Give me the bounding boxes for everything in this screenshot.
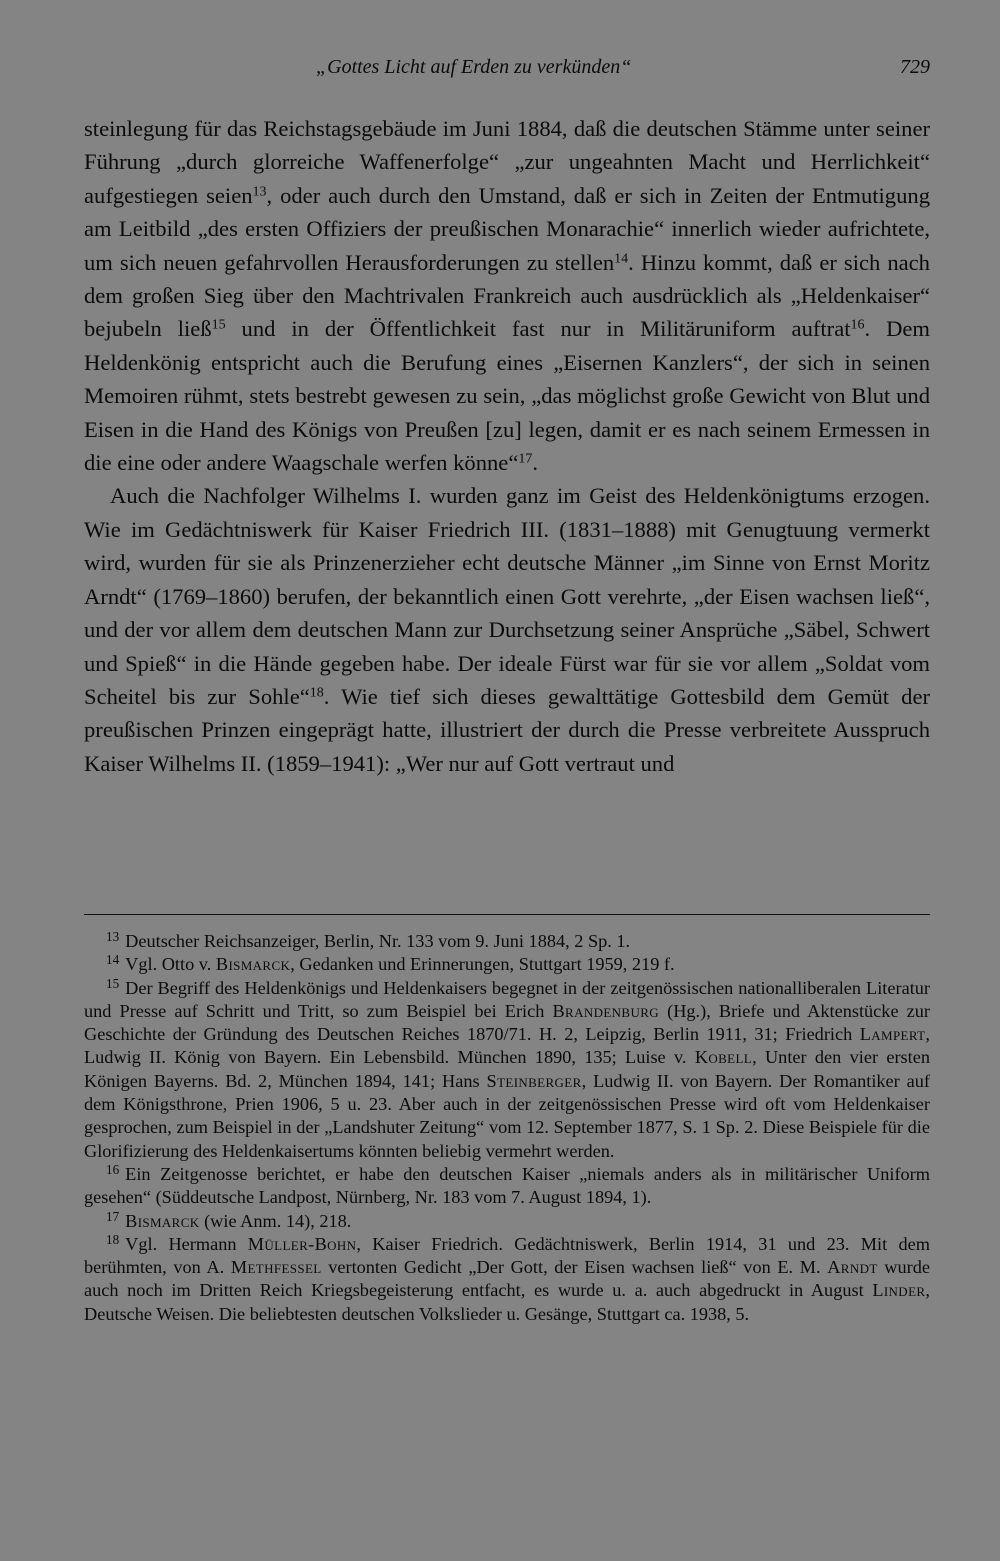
author-name: Kobell — [694, 1047, 753, 1068]
footnote-text: , Gedanken und Erinnerungen, Stuttgart 1959, 219 f. — [290, 954, 675, 975]
footnote-number: 14 — [106, 952, 120, 968]
footnote-text: , Ludwig II. von Bayern. Der Romantiker auf dem Königsthrone, Prien 1906, 5 u. 23. Aber auch in der zeitgenössischen Presse wird oft vom Heldenkaiser gesprochen, zum Beispiel in der „Landshuter Zeitung“ vom 12. September 1877, S. 1 Sp. 2. Diese Beispiele für die Glorifizierung des Heldenkaisertums könnten beliebig vermehrt werden. — [84, 1070, 930, 1161]
page-number: 729 — [900, 56, 930, 78]
footnote-text: , Kaiser Friedrich. Gedächtniswerk, Berlin 1914, 31 und 23. Mit dem berühmten, von A. — [84, 1233, 930, 1278]
footnote-number: 18 — [106, 1231, 120, 1247]
footnote-text: vertonten Gedicht „Der Gott, der Eisen wachsen ließ“ von E. M. — [321, 1257, 828, 1278]
text-run: . Dem Heldenkönig entspricht auch die Berufung eines „Eisernen Kanzlers“, der sich in seinen Memoiren rühmt, stets bestrebt gewesen zu sein, „das möglichst große Gewicht von Blut und Eisen in die Hand des Königs von Preußen [zu] legen, damit er es nach seinem Ermessen in die eine oder andere Waagschale werfen könne“ — [84, 316, 931, 476]
footnote-ref-15[interactable]: 15 — [211, 317, 226, 333]
footnote-ref-13[interactable]: 13 — [252, 184, 267, 200]
footnote-number: 17 — [106, 1208, 120, 1224]
footnote-18 — [84, 1233, 930, 1326]
footnotes — [84, 930, 930, 1326]
footnote-ref-18[interactable]: 18 — [309, 685, 324, 701]
footnote-13 — [84, 930, 930, 953]
footnote-text: (wie Anm. 14), 218. — [199, 1210, 352, 1231]
footnote-text: Vgl. Hermann — [125, 1233, 248, 1254]
author-name: Steinberger — [486, 1070, 582, 1091]
footnote-ref-16[interactable]: 16 — [850, 317, 865, 333]
footnote-16 — [84, 1163, 930, 1210]
footnote-15 — [84, 977, 930, 1163]
footnote-text: , Unter den vier ersten Königen Bayerns. Bd. 2, München 1894, 141; Hans — [84, 1047, 930, 1091]
text-run: . Wie tief sich dieses gewalttätige Gottesbild dem Gemüt der preußischen Prinzen eingeprägt hatte, illustriert der durch die Presse verbreitete Ausspruch Kaiser Wilhelms II. (1859–1941): „Wer nur auf Gott vertraut und — [84, 683, 930, 776]
footnote-ref-17[interactable]: 17 — [518, 451, 533, 467]
text-run: . — [532, 450, 539, 476]
footnote-14 — [84, 953, 930, 976]
footnote-number: 13 — [106, 929, 120, 945]
main-text — [84, 112, 930, 780]
page-header — [84, 52, 930, 86]
text-run: . Hinzu kommt, daß er sich nach dem großen Sieg über den Machtrivalen Frankreich auch ausdrücklich als „Heldenkaiser“ bejubeln ließ — [84, 249, 930, 342]
author-name: Lampert — [859, 1024, 926, 1045]
author-name: Linder — [872, 1280, 926, 1301]
footnote-text: wurde auch noch im Dritten Reich Kriegsbegeisterung entfacht, es wurde u. a. auch abgedruckt in August — [84, 1257, 930, 1301]
footnote-number: 16 — [106, 1162, 120, 1178]
author-name: Brandenburg — [552, 1000, 659, 1021]
footnote-text: Vgl. Otto v. — [125, 954, 216, 975]
author-name: Bismarck — [215, 954, 291, 975]
text-run: Auch die Nachfolger Wilhelms I. wurden ganz im Geist des Heldenkönigtums erzogen. Wie im Gedächtniswerk für Kaiser Friedrich III. (1831–1888) mit Genugtuung vermerkt wird, wurden für sie als Prinzenerzieher echt deutsche Männer „im Sinne von Ernst Moritz Arndt“ (1769–1860) berufen, der bekanntlich einen Gott verehrte, „der Eisen wachsen ließ“, und der vor allem dem deutschen Mann zur Durchsetzung seiner Ansprüche „Säbel, Schwert und Spieß“ in die Hände gegeben habe. Der ideale Fürst war für sie vor allem „Soldat vom Scheitel bis zur Sohle“ — [84, 483, 930, 709]
footnote-text: Deutscher Reichsanzeiger, Berlin, Nr. 133 vom 9. Juni 1884, 2 Sp. 1. — [125, 931, 631, 951]
footnote-text: , Ludwig II. König von Bayern. Ein Lebensbild. München 1890, 135; Luise v. — [84, 1024, 930, 1068]
text-run: , oder auch durch den Umstand, daß er sich in Zeiten der Entmutigung am Leitbild „des ersten Offiziers der preußischen Monarachie“ innerlich wieder aufrichtete, um sich neuen gefahrvollen Herausforderungen zu stellen — [84, 182, 930, 275]
footnote-text: , Deutsche Weisen. Die beliebtesten deutschen Volkslieder u. Gesänge, Stuttgart ca. 1938, 5. — [84, 1280, 930, 1324]
running-title: „Gottes Licht auf Erden zu verkünden“ — [316, 56, 632, 78]
paragraph-2 — [84, 479, 930, 780]
author-name: Müller-Bohn — [247, 1233, 357, 1254]
footnote-divider — [84, 914, 930, 915]
footnote-text: Ein Zeitgenosse berichtet, er habe den deutschen Kaiser „niemals anders als in militärischer Uniform gesehen“ (Süddeutsche Landpost, Nürnberg, Nr. 183 vom 7. August 1894, 1). — [84, 1163, 930, 1208]
author-name: Methfessel — [230, 1257, 322, 1278]
author-name: Arndt — [827, 1257, 878, 1278]
footnote-17 — [84, 1210, 930, 1233]
text-run: und in der Öffentlichkeit fast nur in Militäruniform auftrat — [225, 316, 851, 342]
text-run: steinlegung für das Reichstagsgebäude im Juni 1884, daß die deutschen Stämme unter seiner Führung „durch glorreiche Waffenerfolge“ „zur ungeahnten Macht und Herrlichkeit“ aufgestiegen seien — [84, 116, 930, 208]
footnote-number: 15 — [106, 975, 120, 991]
footnote-ref-14[interactable]: 14 — [614, 250, 629, 266]
footnote-text: (Hg.), Briefe und Aktenstücke zur Geschichte der Gründung des Deutschen Reiches 1870/71. H. 2, Leipzig, Berlin 1911, 31; Friedrich — [84, 1000, 931, 1045]
footnote-text: Der Begriff des Heldenkönigs und Heldenkaisers begegnet in der zeitgenössischen nationalliberalen Literatur und Presse auf Schritt und Tritt, so zum Beispiel bei Erich — [84, 977, 930, 1021]
author-name: Bismarck — [125, 1210, 200, 1231]
paragraph-1 — [84, 112, 930, 479]
